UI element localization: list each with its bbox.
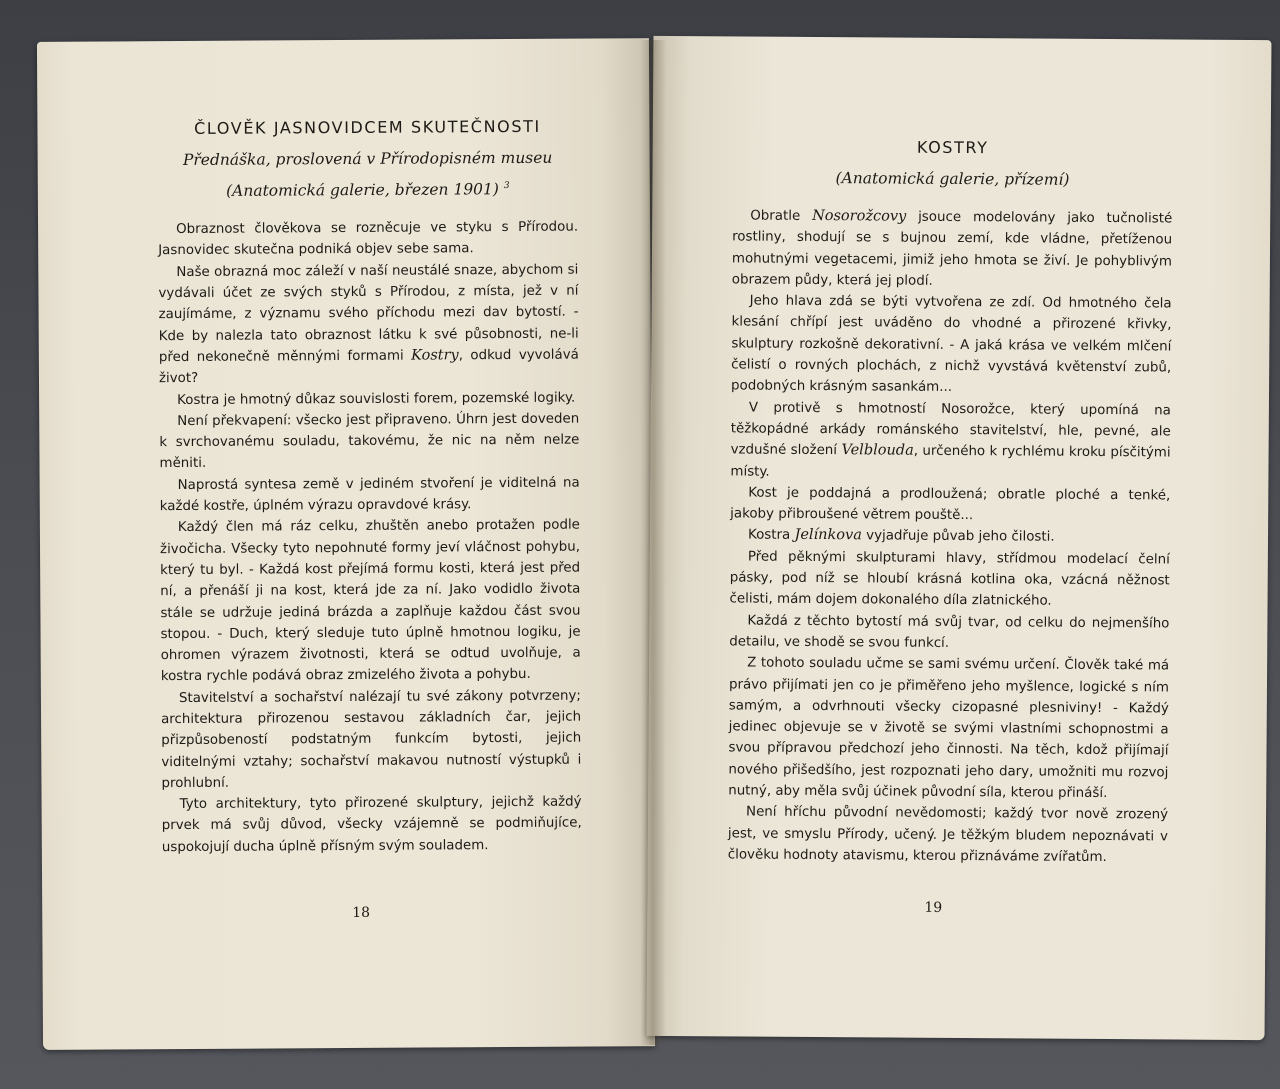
paragraph: Každý člen má ráz celku, zhuštěn anebo protažen podle živočicha. Všecky tyto nepohnuté formy jeví vláčnost pohybu, který tu byl. - Každá kost přejímá formu kosti, která jest před ní, a přenáší ji na kost, která jde za ní. Jako vodidlo života stále se udržuje jediná brázda a zaplňuje každou část svou stopou. - Duch, který sleduje tuto úplně hmotnou logiku, je ohromen výrazem životnosti, která se odtud uvolňuje, a kostra rychle podává obraz zmizelého života a pohybu. [159, 517, 581, 685]
paragraph: Před pěknými skulpturami hlavy, střídmou modelací čelní pásky, pod níž se hloubí krásná kotlina oka, vzácná něžnost čelisti, mám dojem dokonalého díla zlatnického. [729, 549, 1170, 609]
paragraph: Kostra je hmotný důkaz souvislosti forem, pozemské logiky. [177, 390, 576, 408]
left-page-subtitle [158, 144, 578, 206]
footnote-mark: 3 [503, 180, 510, 192]
paragraph: Naprostá syntesa země v jediném stvoření je viditelná na každé kostře, úplném výrazu opravdové krásy. [159, 475, 580, 515]
paragraph-text: , odkud vyvolává život? [158, 347, 579, 387]
right-page [647, 36, 1272, 1040]
page-number: 19 [924, 899, 943, 916]
emphasis: Jelínkova [794, 527, 862, 544]
subtitle-line-1: Přednáška, proslovená v Přírodopisném museu [182, 148, 553, 169]
right-page-heading: KOSTRY [916, 137, 989, 158]
right-page-text [728, 136, 1173, 868]
paragraph: Z tohoto souladu učme se sami svému určení. Člověk také má právo přijímati jen co je přiměřeno jeho myšlence, logické s ním samým, a odvrhnouti všecky cizopasné plesniviny! - Každý jedinec objevuje se v životě se svými vlastními schopnostmi a svou přípravou předchozí jeho činnosti. Na těch, kdož přijímají nového přišedšího, jest rozpoznati jeho dary, umožniti mu rozvoj nutný, aby měla svůj účinek původní síla, kterou přináší. [728, 655, 1170, 802]
left-page-heading: ČLOVĚK JASNOVIDCEM SKUTEČNOSTI [194, 116, 541, 138]
paragraph: Stavitelství a sochařství nalézají tu své zákony potvrzeny; architektura přirozenou sestavou základních čar, jejich přizpůsobeností podstatným funkcím bytosti, jejich viditelnými vztahy; sochařství makavou nutností výstupků i prohlubní. [161, 688, 582, 792]
left-page-text [157, 117, 582, 859]
paragraph-text: V protivě s hmotností Nosorožce, který upomíná na těžkopádné arkády románského stavitelství, hle, pevné, ale vzdušné složení [730, 400, 1171, 459]
right-page-subtitle: (Anatomická galerie, přízemí) [835, 169, 1070, 189]
paragraph-text: jsouce modelovány jako tučnolisté rostliny, shodují se s bujnou zemí, kde vládne, přetíženou mohutnými vegetacemi, jimiž jeho hmota se živí. Je pohyblivým obrazem půdy, která jej plodí. [731, 209, 1173, 289]
emphasis: Velblouda [841, 442, 914, 459]
paragraph: Obraznost člověkova se rozněcuje ve styku s Přírodou. Jasnovidec skutečna podniká objev sebe sama. [158, 219, 579, 259]
paragraph [732, 205, 1173, 293]
paragraph: Tyto architektury, tyto přirozené skulptury, jejichž každý prvek má svůj důvod, všecky vzájemně se podmiňujíce, uspokojují ducha úplně přísným svým souladem. [161, 794, 582, 855]
paragraph: Kost je poddajná a prodloužená; obratle ploché a tenké, jakoby přibroušené větrem pouště... [730, 485, 1171, 524]
paragraph [158, 259, 579, 389]
paragraph: Jeho hlava zdá se býti vytvořena ze zdí. Od hmotného čela klesání chřípí jest uváděno do vhodné a přirozené křivky, skulptury rozkošně dekorativní. - A jaká krása ve velkém mlčení čelistí o rovných plochách, z nichž vyvstává květenství zubů, podobných krásným sasankám... [731, 293, 1172, 396]
subtitle-line-2: (Anatomická galerie, březen 1901) [226, 180, 499, 200]
paragraph-text: , určeného k rychlému kroku písčitými místy. [730, 443, 1171, 480]
paragraph-text: Kostra [747, 527, 791, 544]
paragraph [730, 397, 1171, 485]
paragraph: Každá z těchto bytostí má svůj tvar, od celku do nejmenšího detailu, ve shodě se svou funkcí. [729, 613, 1170, 651]
paragraph-text: vyjadřuje půvab jeho čilosti. [866, 528, 1055, 546]
left-page [37, 38, 655, 1050]
paragraph-text: Obratle [750, 208, 801, 224]
paragraph [730, 525, 1170, 549]
paragraph: Není překvapení: všecko jest připraveno. Úhrn jest doveden k svrchovanému souladu, takovému, že nic na něm nelze měniti. [159, 411, 580, 472]
page-number: 18 [352, 904, 371, 921]
emphasis: Kostry [411, 347, 459, 364]
emphasis: Nosorožcovy [812, 207, 907, 225]
paragraph: Není hříchu původní nevědomosti; každý tvor nově zrozený jest, ve smyslu Přírody, učený. Je těžkým bludem nepoznávati v člověku hodnoty atavismu, kterou přiznáváme zvířatům. [727, 804, 1169, 865]
paragraph-text: Naše obrazná moc záleží v naší neustálé snaze, abychom si vydávali účet ze svých styků s Přírodou, z místa, jež v ní zaujímáme, z významu svého příchodu mezi dav bytostí. - Kde by nalezla tato obraznost látku k své působnosti, ne-li před nekonečně měnnými formami [158, 262, 579, 366]
